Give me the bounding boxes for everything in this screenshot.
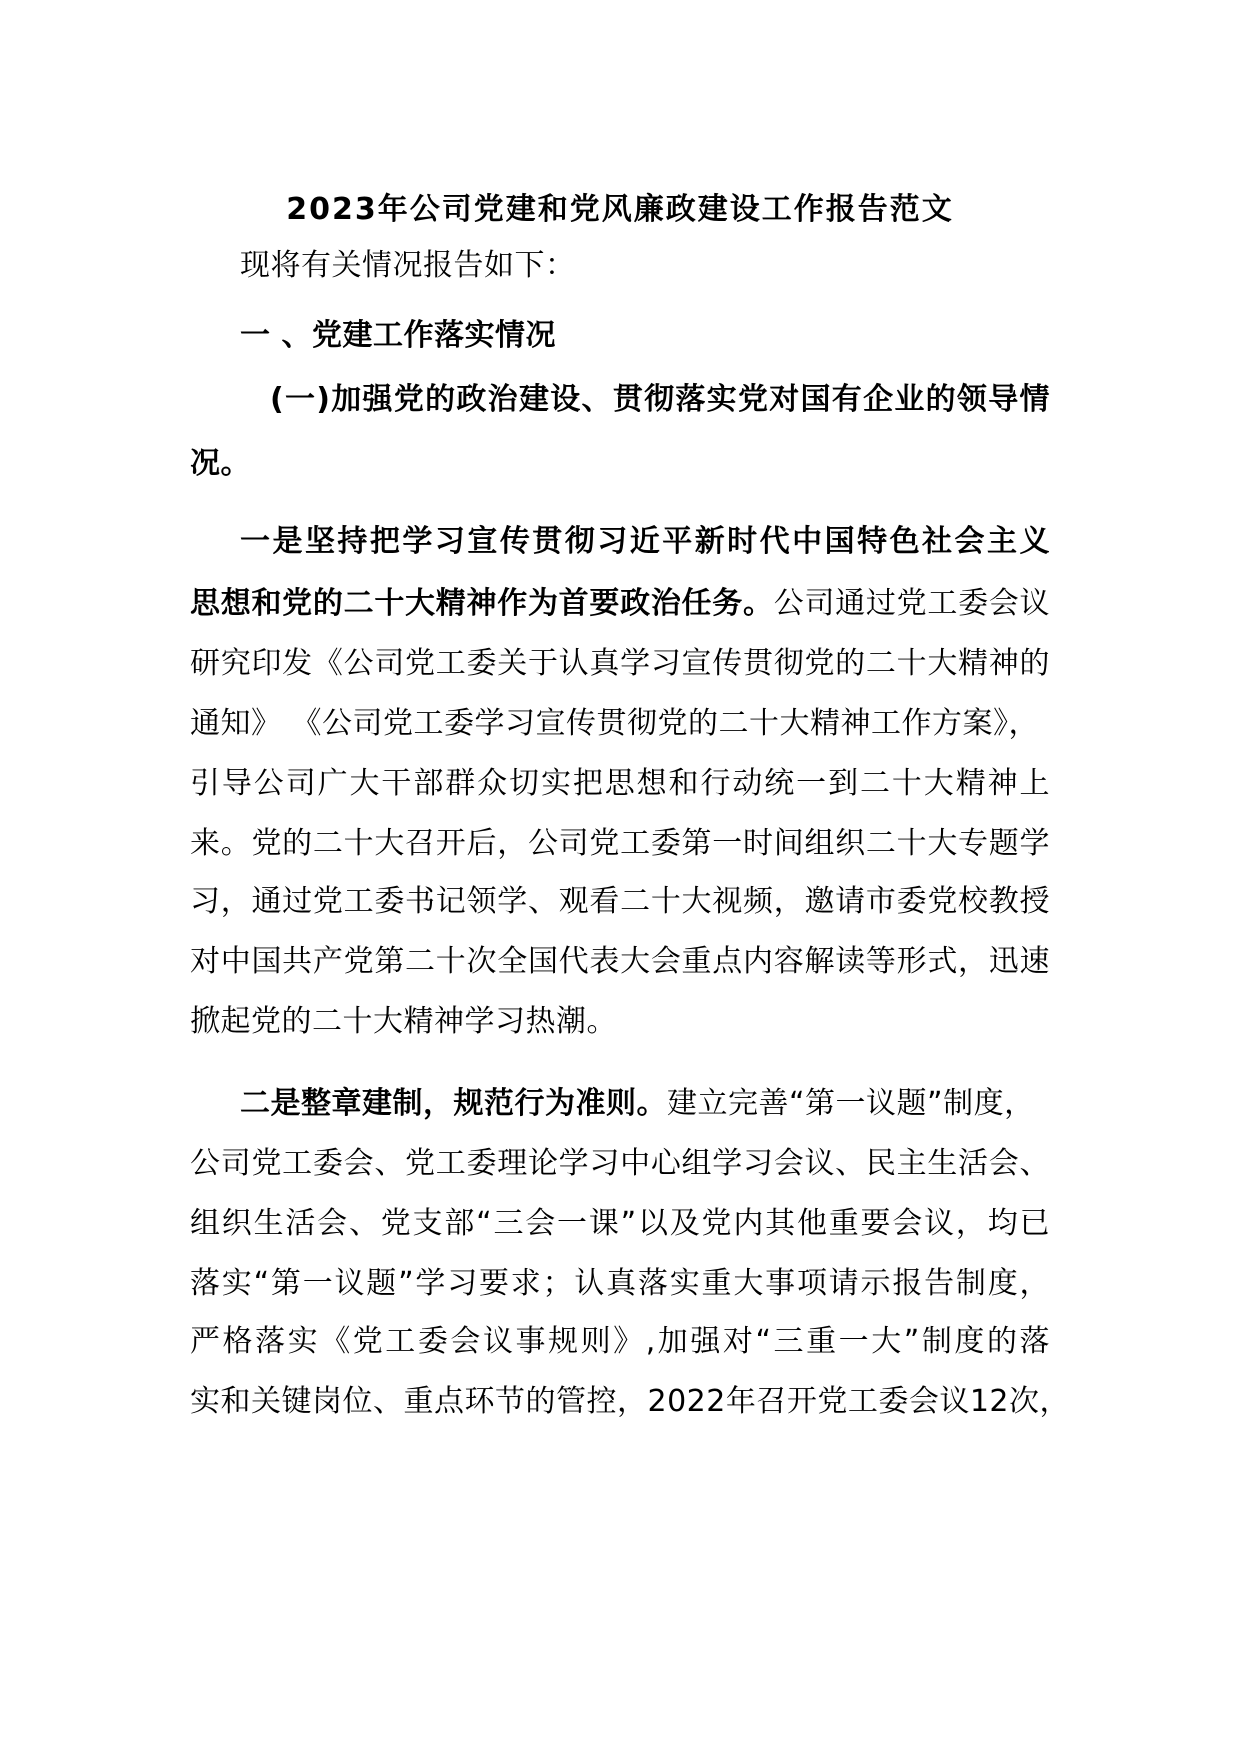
para2-line3: 组织生活会、党支部“三会一课”以及党内其他重要会议，均已 bbox=[190, 1206, 1050, 1241]
para2-line1-rest: 建立完善“第一议题”制度， bbox=[667, 1086, 1035, 1121]
para1-line2-bold: 思想和党的二十大精神作为首要政治任务。 bbox=[190, 586, 774, 621]
intro-text: 现将有关情况报告如下： bbox=[240, 248, 576, 283]
para1-line8: 对中国共产党第二十次全国代表大会重点内容解读等形式，迅速 bbox=[190, 944, 1050, 979]
subsection-heading-line2: 况。 bbox=[190, 446, 251, 481]
para2-line5: 严格落实《党工委会议事规则》,加强对“三重一大”制度的落 bbox=[190, 1324, 1050, 1359]
para1-line1: 一是坚持把学习宣传贯彻习近平新时代中国特色社会主义 bbox=[240, 524, 1050, 559]
para2-line1-bold: 二是整章建制，规范行为准则。 bbox=[240, 1086, 667, 1121]
para2-line2: 公司党工委会、党工委理论学习中心组学习会议、民主生活会、 bbox=[190, 1146, 1050, 1181]
document-title: 2023年公司党建和党风廉政建设工作报告范文 bbox=[286, 192, 954, 227]
para1-line4: 通知》 《公司党工委学习宣传贯彻党的二十大精神工作方案》， bbox=[190, 706, 1040, 741]
para2-line4: 落实“第一议题”学习要求；认真落实重大事项请示报告制度， bbox=[190, 1266, 1050, 1301]
para1-line2-rest: 公司通过党工委会议 bbox=[773, 586, 1051, 621]
section-heading: 一 、党建工作落实情况 bbox=[240, 318, 556, 353]
para1-line9: 掀起党的二十大精神学习热潮。 bbox=[190, 1004, 617, 1039]
subsection-heading-line1: (一)加强党的政治建设、贯彻落实党对国有企业的领导情 bbox=[270, 382, 1050, 417]
para2-line1 bbox=[240, 1082, 1050, 1126]
para1-line5: 引导公司广大干部群众切实把思想和行动统一到二十大精神上 bbox=[190, 766, 1050, 801]
para1-line3: 研究印发《公司党工委关于认真学习宣传贯彻党的二十大精神的 bbox=[190, 646, 1050, 681]
para1-line6: 来。党的二十大召开后，公司党工委第一时间组织二十大专题学 bbox=[190, 826, 1050, 861]
para1-line7: 习，通过党工委书记领学、观看二十大视频，邀请市委党校教授 bbox=[190, 884, 1050, 919]
para2-line6: 实和关键岗位、重点环节的管控，2022年召开党工委会议12次， bbox=[190, 1384, 1071, 1419]
para1-line2 bbox=[190, 582, 1050, 626]
